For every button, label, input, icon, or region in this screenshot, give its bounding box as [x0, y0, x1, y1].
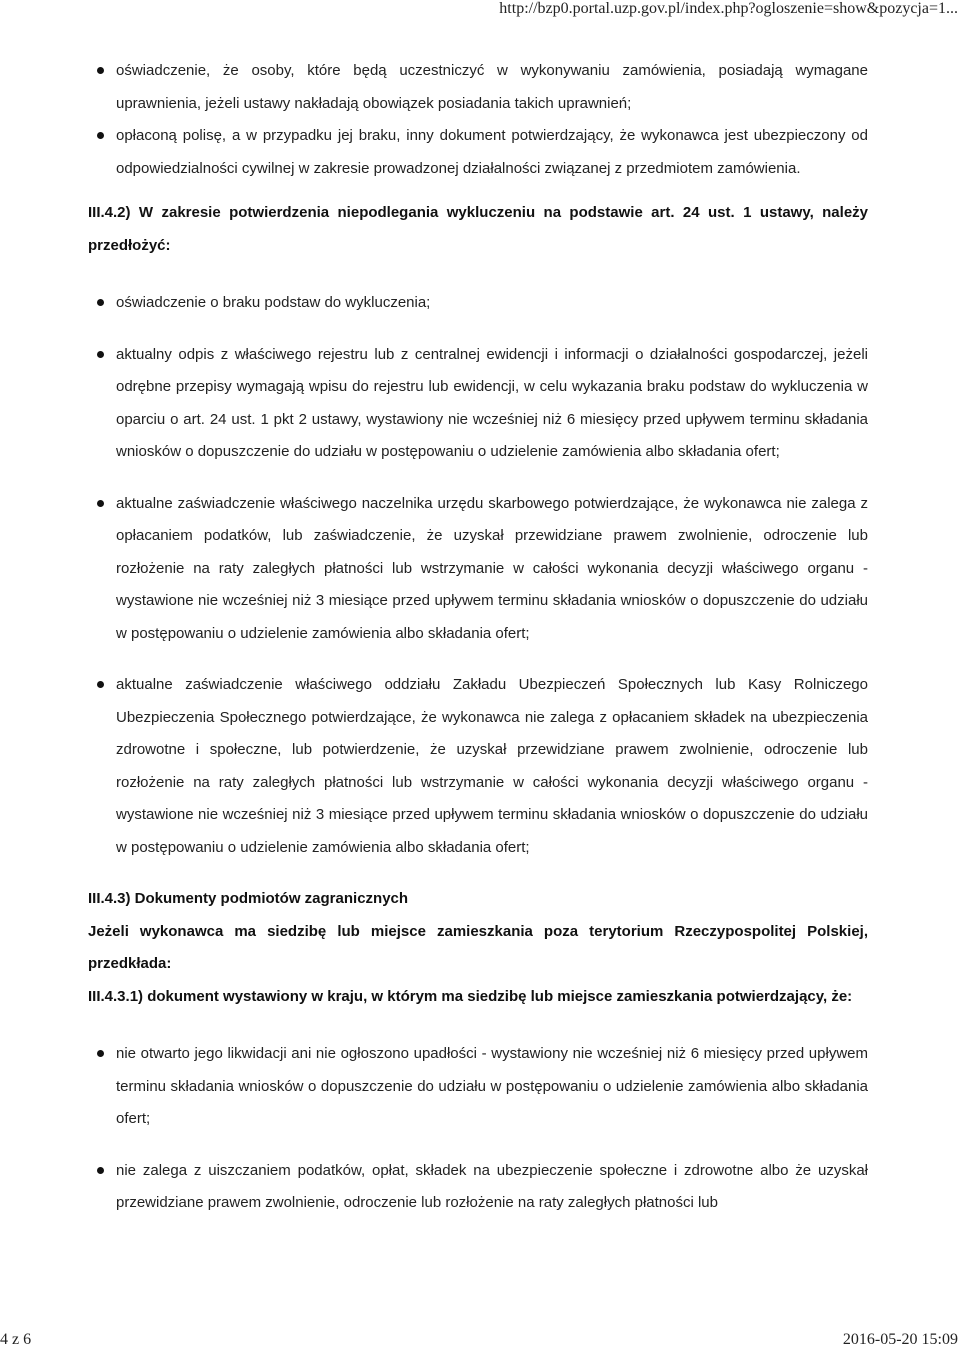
- section-heading-iii-4-3-1: III.4.3.1) dokument wystawiony w kraju, w którym ma siedzibę lub miejsce zamieszkania potwierdzający, że:: [88, 987, 853, 1005]
- section-subheading-foreign: Jeżeli wykonawca ma siedzibę lub miejsce zamieszkania poza terytorium Rzeczypospolitej Polskiej, przedkłada:: [88, 922, 868, 972]
- bullet-list-top: [88, 55, 868, 185]
- page-number: 4 z 6: [0, 1331, 32, 1348]
- section-heading-iii-4-2: III.4.2) W zakresie potwierdzenia niepodlegania wykluczeniu na podstawie art. 24 ust. 1 ustawy, należy przedłożyć:: [88, 204, 868, 254]
- list-item: aktualny odpis z właściwego rejestru lub z centralnej ewidencji i informacji o działalności gospodarczej, jeżeli odrębne przepisy wymagają wpisu do rejestru lub ewidencji, w celu wykazania braku podstaw do wykluczenia w oparciu o art. 24 ust. 1 pkt 2 ustawy, wystawiony nie wcześniej niż 6 miesięcy przed upływem terminu składania wniosków o dopuszczenie do udziału w postępowaniu o udzielenie zamówienia albo składania ofert;: [88, 339, 868, 469]
- page-url: http://bzp0.portal.uzp.gov.pl/index.php?ogloszenie=show&pozycja=1...: [499, 0, 958, 17]
- document-body: [88, 55, 868, 1220]
- list-item: aktualne zaświadczenie właściwego oddziału Zakładu Ubezpieczeń Społecznych lub Kasy Rolniczego Ubezpieczenia Społecznego potwierdzające, że wykonawca nie zalega z opłacaniem składek na ubezpieczenia zdrowotne i społeczne, lub potwierdzenie, że uzyskał przewidziane prawem zwolnienie, odroczenie lub rozłożenie na raty zaległych płatności lub wstrzymanie w całości wykonania decyzji właściwego organu - wystawione nie wcześniej niż 3 miesiące przed upływem terminu składania wniosków o dopuszczenie do udziału w postępowaniu o udzielenie zamówienia albo składania ofert;: [88, 669, 868, 864]
- section-heading-iii-4-3: III.4.3) Dokumenty podmiotów zagranicznych: [88, 890, 409, 907]
- bullet-list-foreign: [88, 1038, 868, 1220]
- list-item: oświadczenie, że osoby, które będą uczestniczyć w wykonywaniu zamówienia, posiadają wymagane uprawnienia, jeżeli ustawy nakładają obowiązek posiadania takich uprawnień;: [88, 55, 868, 120]
- list-item: nie otwarto jego likwidacji ani nie ogłoszono upadłości - wystawiony nie wcześniej niż 6 miesięcy przed upływem terminu składania wniosków o dopuszczenie do udziału w postępowaniu o udzielenie zamówienia albo składania ofert;: [88, 1038, 868, 1136]
- list-item: oświadczenie o braku podstaw do wykluczenia;: [88, 287, 868, 320]
- list-item: opłaconą polisę, a w przypadku jej braku, inny dokument potwierdzający, że wykonawca jest ubezpieczony od odpowiedzialności cywilnej w zakresie prowadzonej działalności związanej z przedmiotem zamówienia.: [88, 120, 868, 185]
- list-item: aktualne zaświadczenie właściwego naczelnika urzędu skarbowego potwierdzające, że wykonawca nie zalega z opłacaniem podatków, lub zaświadczenie, że uzyskał przewidziane prawem zwolnienie, odroczenie lub rozłożenie na raty zaległych płatności lub wstrzymanie w całości wykonania decyzji właściwego organu - wystawione nie wcześniej niż 3 miesiące przed upływem terminu składania wniosków o dopuszczenie do udziału w postępowaniu o udzielenie zamówienia albo składania ofert;: [88, 488, 868, 651]
- list-item: nie zalega z uiszczaniem podatków, opłat, składek na ubezpieczenie społeczne i zdrowotne albo że uzyskał przewidziane prawem zwolnienie, odroczenie lub rozłożenie na raty zaległych płatności lub: [88, 1155, 868, 1220]
- bullet-list-exclusion: [88, 287, 868, 864]
- print-datetime: 2016-05-20 15:09: [842, 1331, 958, 1348]
